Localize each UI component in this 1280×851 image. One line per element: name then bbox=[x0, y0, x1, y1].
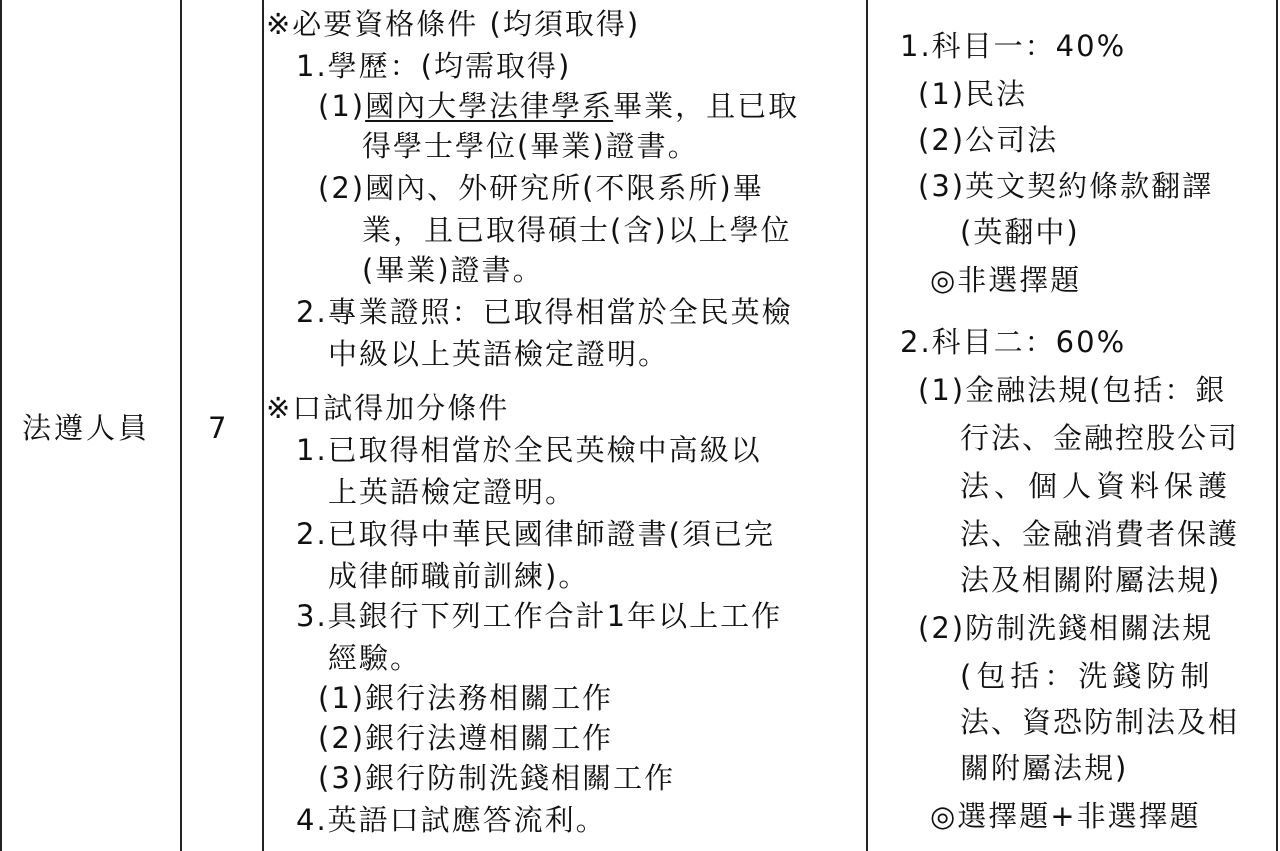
subject-2-item-1-cont-3: 法、金融消費者保護 bbox=[960, 517, 1240, 551]
education-item-2-cont: 業，且已取得碩士(含)以上學位 bbox=[362, 213, 792, 247]
bonus-item-4: 4.英語口試應答流利。 bbox=[296, 803, 607, 837]
education-item-1-underlined: 國內大學法律學系 bbox=[365, 89, 614, 123]
certificate-item-cont: 中級以上英語檢定證明。 bbox=[328, 337, 670, 371]
bonus-item-3-sub-1: (1)銀行法務相關工作 bbox=[318, 681, 614, 715]
education-item-1-cont: 得學士學位(畢業)證書。 bbox=[362, 129, 699, 163]
bonus-item-1-cont: 上英語檢定證明。 bbox=[328, 475, 577, 509]
education-item-1-rest: 畢業，且已取 bbox=[613, 89, 800, 123]
subject-1-item-3: (3)英文契約條款翻譯 bbox=[918, 169, 1214, 203]
subject-1-item-1: (1)民法 bbox=[918, 77, 1028, 111]
bonus-item-2-cont: 成律師職前訓練)。 bbox=[328, 559, 590, 593]
subject-2-format: ◎選擇題+非選擇題 bbox=[930, 799, 1201, 833]
education-item-2-cont2: (畢業)證書。 bbox=[362, 253, 544, 287]
subject-2-item-1-cont-4: 法及相關附屬法規) bbox=[960, 563, 1222, 597]
education-title: 1.學歷：(均需取得) bbox=[296, 49, 572, 83]
education-item-1 bbox=[318, 86, 799, 126]
bonus-item-1: 1.已取得相當於全民英檢中高級以 bbox=[296, 433, 762, 467]
bonus-item-3-cont: 經驗。 bbox=[328, 641, 422, 675]
subject-2-item-2-cont-3: 關附屬法規) bbox=[960, 751, 1129, 785]
table-divider-4 bbox=[1276, 0, 1278, 851]
subject-2-item-2: (2)防制洗錢相關法規 bbox=[918, 611, 1214, 645]
bonus-item-2: 2.已取得中華民國律師證書(須已完 bbox=[296, 517, 775, 551]
bonus-item-3: 3.具銀行下列工作合計1年以上工作 bbox=[296, 599, 783, 633]
subject-2-item-2-cont-2: 法、資恐防制法及相 bbox=[960, 705, 1240, 739]
table-divider-1 bbox=[180, 0, 182, 851]
subject-2-item-1-cont-1: 行法、金融控股公司 bbox=[960, 421, 1240, 455]
table-divider-2 bbox=[262, 0, 264, 851]
subject-2-title: 2.科目二：60% bbox=[900, 325, 1127, 359]
position-count: 7 bbox=[208, 411, 230, 445]
table-border-left bbox=[0, 0, 2, 851]
education-item-1-prefix: (1) bbox=[318, 89, 366, 123]
required-title: ※必要資格條件 (均須取得) bbox=[266, 7, 641, 41]
education-item-2: (2)國內、外研究所(不限系所)畢 bbox=[318, 171, 764, 205]
bonus-title: ※口試得加分條件 bbox=[266, 391, 510, 425]
subject-1-format: ◎非選擇題 bbox=[930, 263, 1082, 297]
subject-2-item-1: (1)金融法規(包括：銀 bbox=[918, 373, 1227, 407]
subject-2-item-1-cont-2: 法、個人資料保護 bbox=[960, 469, 1233, 503]
bonus-item-3-sub-2: (2)銀行法遵相關工作 bbox=[318, 721, 614, 755]
subject-1-item-3-cont: (英翻中) bbox=[960, 215, 1080, 249]
certificate-item: 2.專業證照：已取得相當於全民英檢 bbox=[296, 295, 793, 329]
position-name: 法遵人員 bbox=[22, 411, 151, 445]
subject-1-item-2: (2)公司法 bbox=[918, 123, 1059, 157]
subject-1-title: 1.科目一：40% bbox=[900, 29, 1127, 63]
bonus-item-3-sub-3: (3)銀行防制洗錢相關工作 bbox=[318, 761, 676, 795]
subject-2-item-2-cont-1: (包括：洗錢防制 bbox=[960, 659, 1215, 693]
table-divider-3 bbox=[866, 0, 868, 851]
